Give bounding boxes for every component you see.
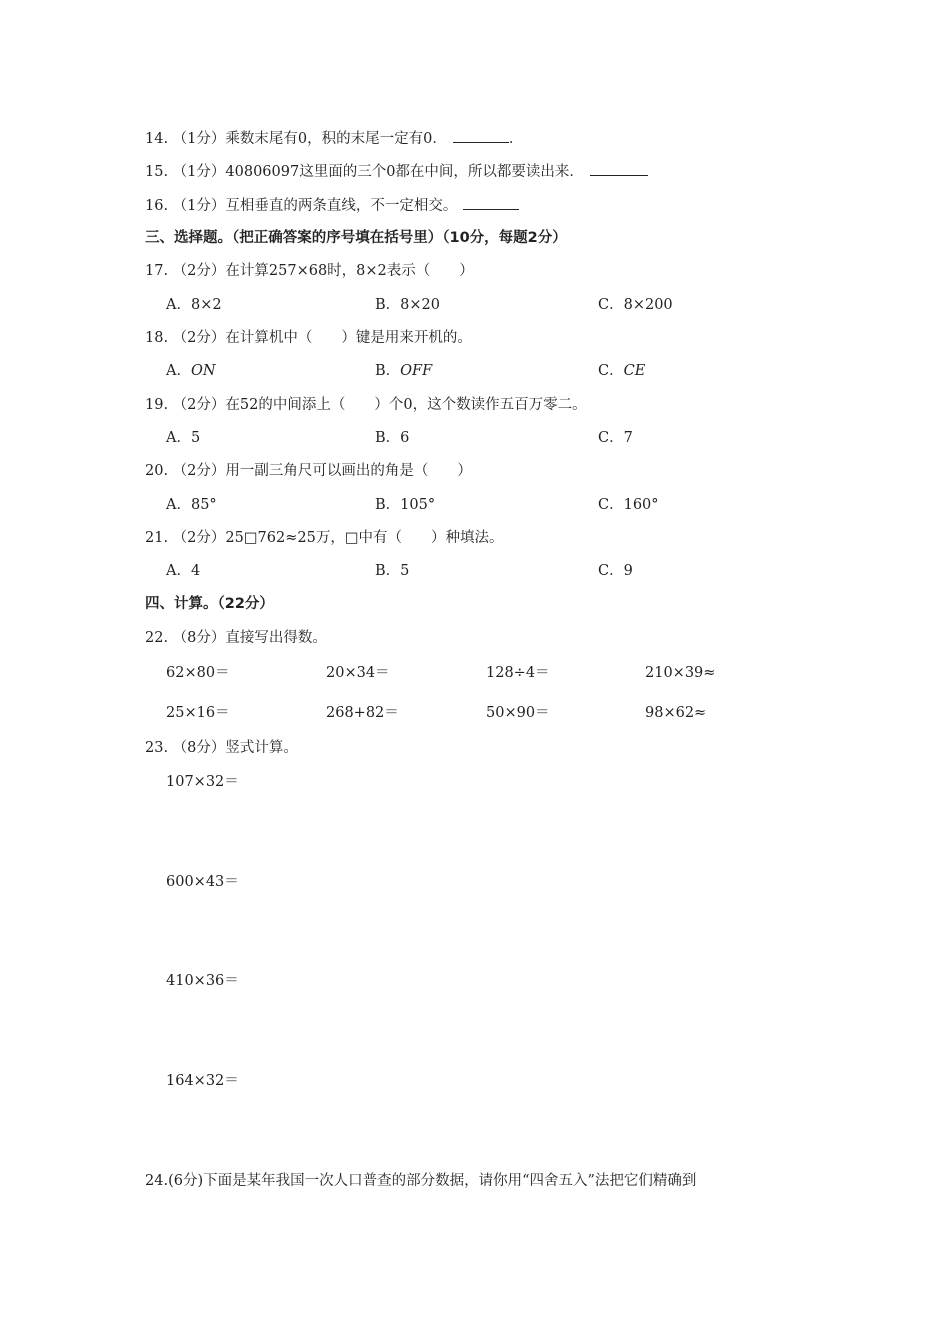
calc-item: 25×16＝ <box>166 705 230 721</box>
option-b[interactable]: B．5 <box>375 563 410 579</box>
key-on: ON <box>190 363 216 379</box>
question-19 <box>145 395 587 415</box>
question-number: 23. <box>145 740 169 756</box>
key-ce: CE <box>623 363 646 379</box>
answer-blank[interactable] <box>453 128 509 143</box>
question-15 <box>145 161 648 182</box>
question-21 <box>145 528 504 548</box>
question-16 <box>145 195 519 216</box>
question-20 <box>145 461 472 481</box>
question-text: （8分）竖式计算。 <box>172 740 298 756</box>
question-text: （1分）互相垂直的两条直线，不一定相交。 <box>172 198 458 214</box>
option-c[interactable] <box>598 361 645 381</box>
vertical-calc-item: 410×36＝ <box>166 973 239 989</box>
question-number: 15. <box>145 164 169 180</box>
option-b[interactable]: B．8×20 <box>375 297 440 313</box>
option-label: C． <box>598 363 624 379</box>
option-a[interactable]: A．85° <box>166 497 217 513</box>
question-number: 20. <box>145 463 169 479</box>
calc-item: 210×39≈ <box>645 665 716 681</box>
option-c[interactable]: C．8×200 <box>598 297 673 313</box>
question-number: 16. <box>145 198 169 214</box>
question-number: 24. <box>145 1173 169 1189</box>
question-number: 22. <box>145 630 169 646</box>
option-label: B． <box>375 363 401 379</box>
question-text: (6分)下面是某年我国一次人口普查的部分数据，请你用“四舍五入”法把它们精确到 <box>168 1173 697 1189</box>
section-title-choice: 三、选择题。（把正确答案的序号填在括号里）（10分，每题2分） <box>145 230 567 246</box>
question-number: 17. <box>145 263 169 279</box>
question-23 <box>145 738 298 758</box>
section-title-calculation: 四、计算。（22分） <box>145 596 274 612</box>
question-text: （2分）在计算机中（ ）键是用来开机的。 <box>172 330 472 346</box>
answer-blank[interactable] <box>463 195 519 210</box>
question-text: （2分）25□762≈25万，□中有（ ）种填法。 <box>172 530 504 546</box>
key-off: OFF <box>400 363 433 379</box>
question-tail: ． <box>508 131 524 147</box>
calc-item: 268+82＝ <box>326 705 399 721</box>
question-number: 21. <box>145 530 169 546</box>
question-number: 19. <box>145 397 169 413</box>
question-number: 18. <box>145 330 169 346</box>
question-18 <box>145 328 472 348</box>
question-text: （2分）用一副三角尺可以画出的角是（ ） <box>172 463 472 479</box>
option-b[interactable] <box>375 361 432 381</box>
question-22 <box>145 628 327 648</box>
calc-item: 50×90＝ <box>486 705 550 721</box>
answer-blank[interactable] <box>590 161 648 176</box>
option-a[interactable]: A．8×2 <box>166 297 222 313</box>
question-17 <box>145 261 474 281</box>
option-c[interactable]: C．9 <box>598 563 633 579</box>
option-b[interactable]: B．105° <box>375 497 436 513</box>
question-number: 14. <box>145 131 169 147</box>
question-text: （1分）乘数末尾有0，积的末尾一定有0． <box>172 131 447 147</box>
option-a[interactable]: A．4 <box>166 563 201 579</box>
vertical-calc-item: 164×32＝ <box>166 1073 239 1089</box>
question-text: （2分）在计算257×68时，8×2表示（ ） <box>172 263 474 279</box>
question-text: （1分）40806097这里面的三个0都在中间，所以都要读出来． <box>172 164 584 180</box>
vertical-calc-item: 600×43＝ <box>166 874 239 890</box>
calc-item: 128÷4＝ <box>486 665 550 681</box>
option-c[interactable]: C．160° <box>598 497 659 513</box>
option-a[interactable] <box>166 361 216 381</box>
calc-item: 20×34＝ <box>326 665 390 681</box>
question-text: （2分）在52的中间添上（ ）个0，这个数读作五百万零二。 <box>172 397 587 413</box>
calc-item: 62×80＝ <box>166 665 230 681</box>
option-b[interactable]: B．6 <box>375 430 410 446</box>
question-text: （8分）直接写出得数。 <box>172 630 327 646</box>
option-label: A． <box>166 363 191 379</box>
option-c[interactable]: C．7 <box>598 430 633 446</box>
question-14 <box>145 128 523 149</box>
vertical-calc-item: 107×32＝ <box>166 774 239 790</box>
question-24 <box>145 1171 696 1191</box>
calc-item: 98×62≈ <box>645 705 707 721</box>
option-a[interactable]: A．5 <box>166 430 201 446</box>
